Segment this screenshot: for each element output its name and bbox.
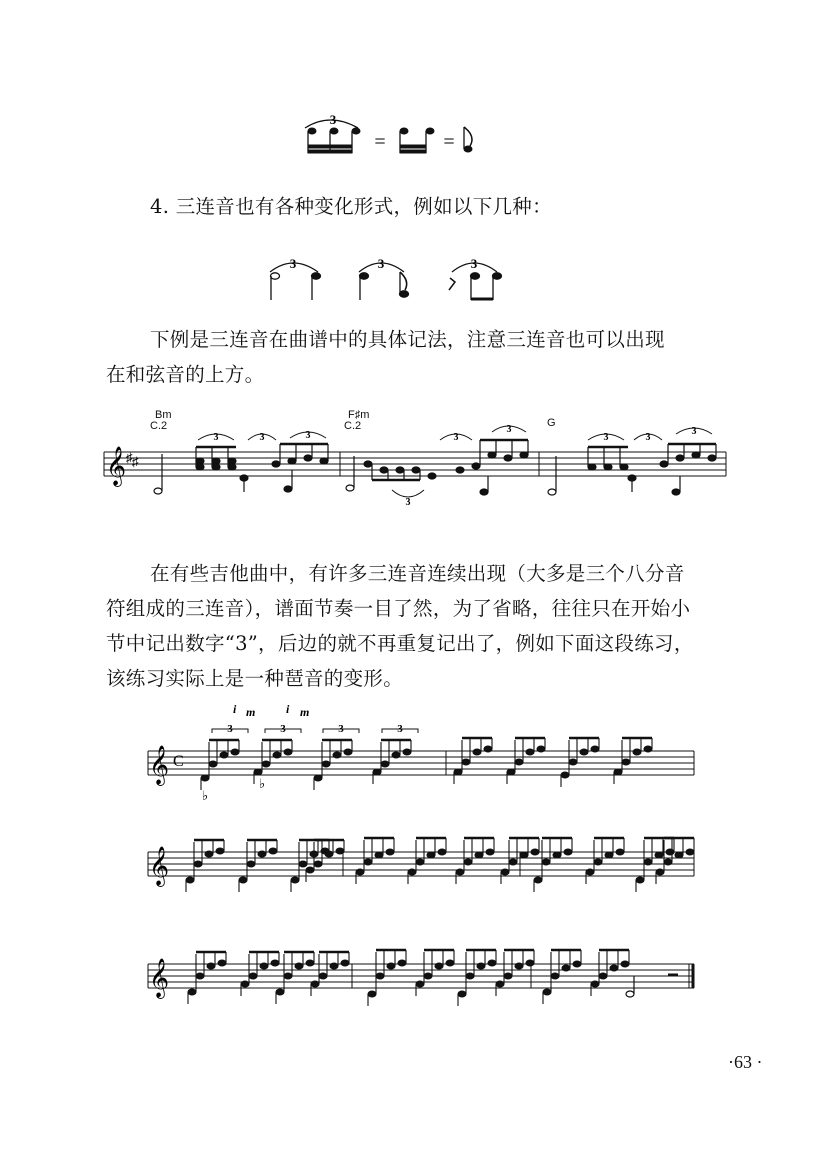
- svg-text:3: 3: [227, 723, 233, 735]
- svg-text:i: i: [286, 702, 290, 716]
- svg-text:3: 3: [506, 424, 512, 435]
- svg-text:♯: ♯: [126, 450, 133, 465]
- svg-text:♭: ♭: [259, 776, 266, 791]
- svg-text:♭: ♭: [202, 788, 209, 803]
- paragraph-line: 在有些吉他曲中，有许多三连音连续出现（大多是三个八分音: [150, 562, 685, 585]
- chord-name: Bm: [155, 409, 172, 421]
- svg-text:3: 3: [603, 432, 609, 443]
- svg-text:𝄞: 𝄞: [149, 960, 170, 997]
- chord-name: F♯m: [348, 409, 370, 421]
- triplet-number: 3: [289, 256, 297, 271]
- svg-text:3: 3: [405, 497, 411, 508]
- paragraph-line: 该练习实际上是一种琶音的变形。: [106, 667, 404, 690]
- triplet-number: 3: [329, 112, 337, 127]
- svg-text:m: m: [300, 705, 310, 719]
- barre-marking: C.2: [344, 420, 362, 432]
- svg-text:3: 3: [453, 432, 459, 443]
- triplet-number: 3: [470, 256, 478, 271]
- svg-text:3: 3: [305, 430, 311, 441]
- svg-text:3: 3: [213, 432, 219, 443]
- svg-text:3: 3: [338, 723, 344, 735]
- triplet-number: 3: [377, 256, 385, 271]
- svg-text:𝄞: 𝄞: [106, 448, 127, 485]
- chord-name: G: [547, 417, 556, 429]
- section-heading: 4. 三连音也有各种变化形式，例如以下几种：: [150, 195, 552, 218]
- paragraph-line: 符组成的三连音），谱面节奏一目了然，为了省略，往往只在开始小: [106, 597, 691, 620]
- svg-text:3: 3: [259, 432, 265, 443]
- paragraph-line: 下例是三连音在曲谱中的具体记法，注意三连音也可以出现: [150, 328, 665, 351]
- svg-text:𝄞: 𝄞: [149, 848, 170, 885]
- paragraph-line: 在和弦音的上方。: [106, 363, 265, 386]
- svg-text:3: 3: [280, 723, 286, 735]
- svg-text:3: 3: [397, 723, 403, 735]
- equals-sign: =: [443, 131, 455, 153]
- svg-text:3: 3: [645, 432, 651, 443]
- svg-text:m: m: [246, 705, 256, 719]
- svg-text:♯: ♯: [132, 454, 139, 469]
- svg-text:𝄞: 𝄞: [149, 747, 170, 784]
- svg-text:3: 3: [691, 426, 697, 437]
- page-number: ·63 ·: [728, 1052, 763, 1072]
- paragraph-line: 节中记出数字“3”，后边的就不再重复记出了，例如下面这段练习，: [106, 632, 694, 655]
- svg-text:C: C: [173, 753, 184, 770]
- barre-marking: C.2: [150, 420, 168, 432]
- equals-sign: =: [374, 131, 386, 153]
- svg-text:i: i: [233, 702, 237, 716]
